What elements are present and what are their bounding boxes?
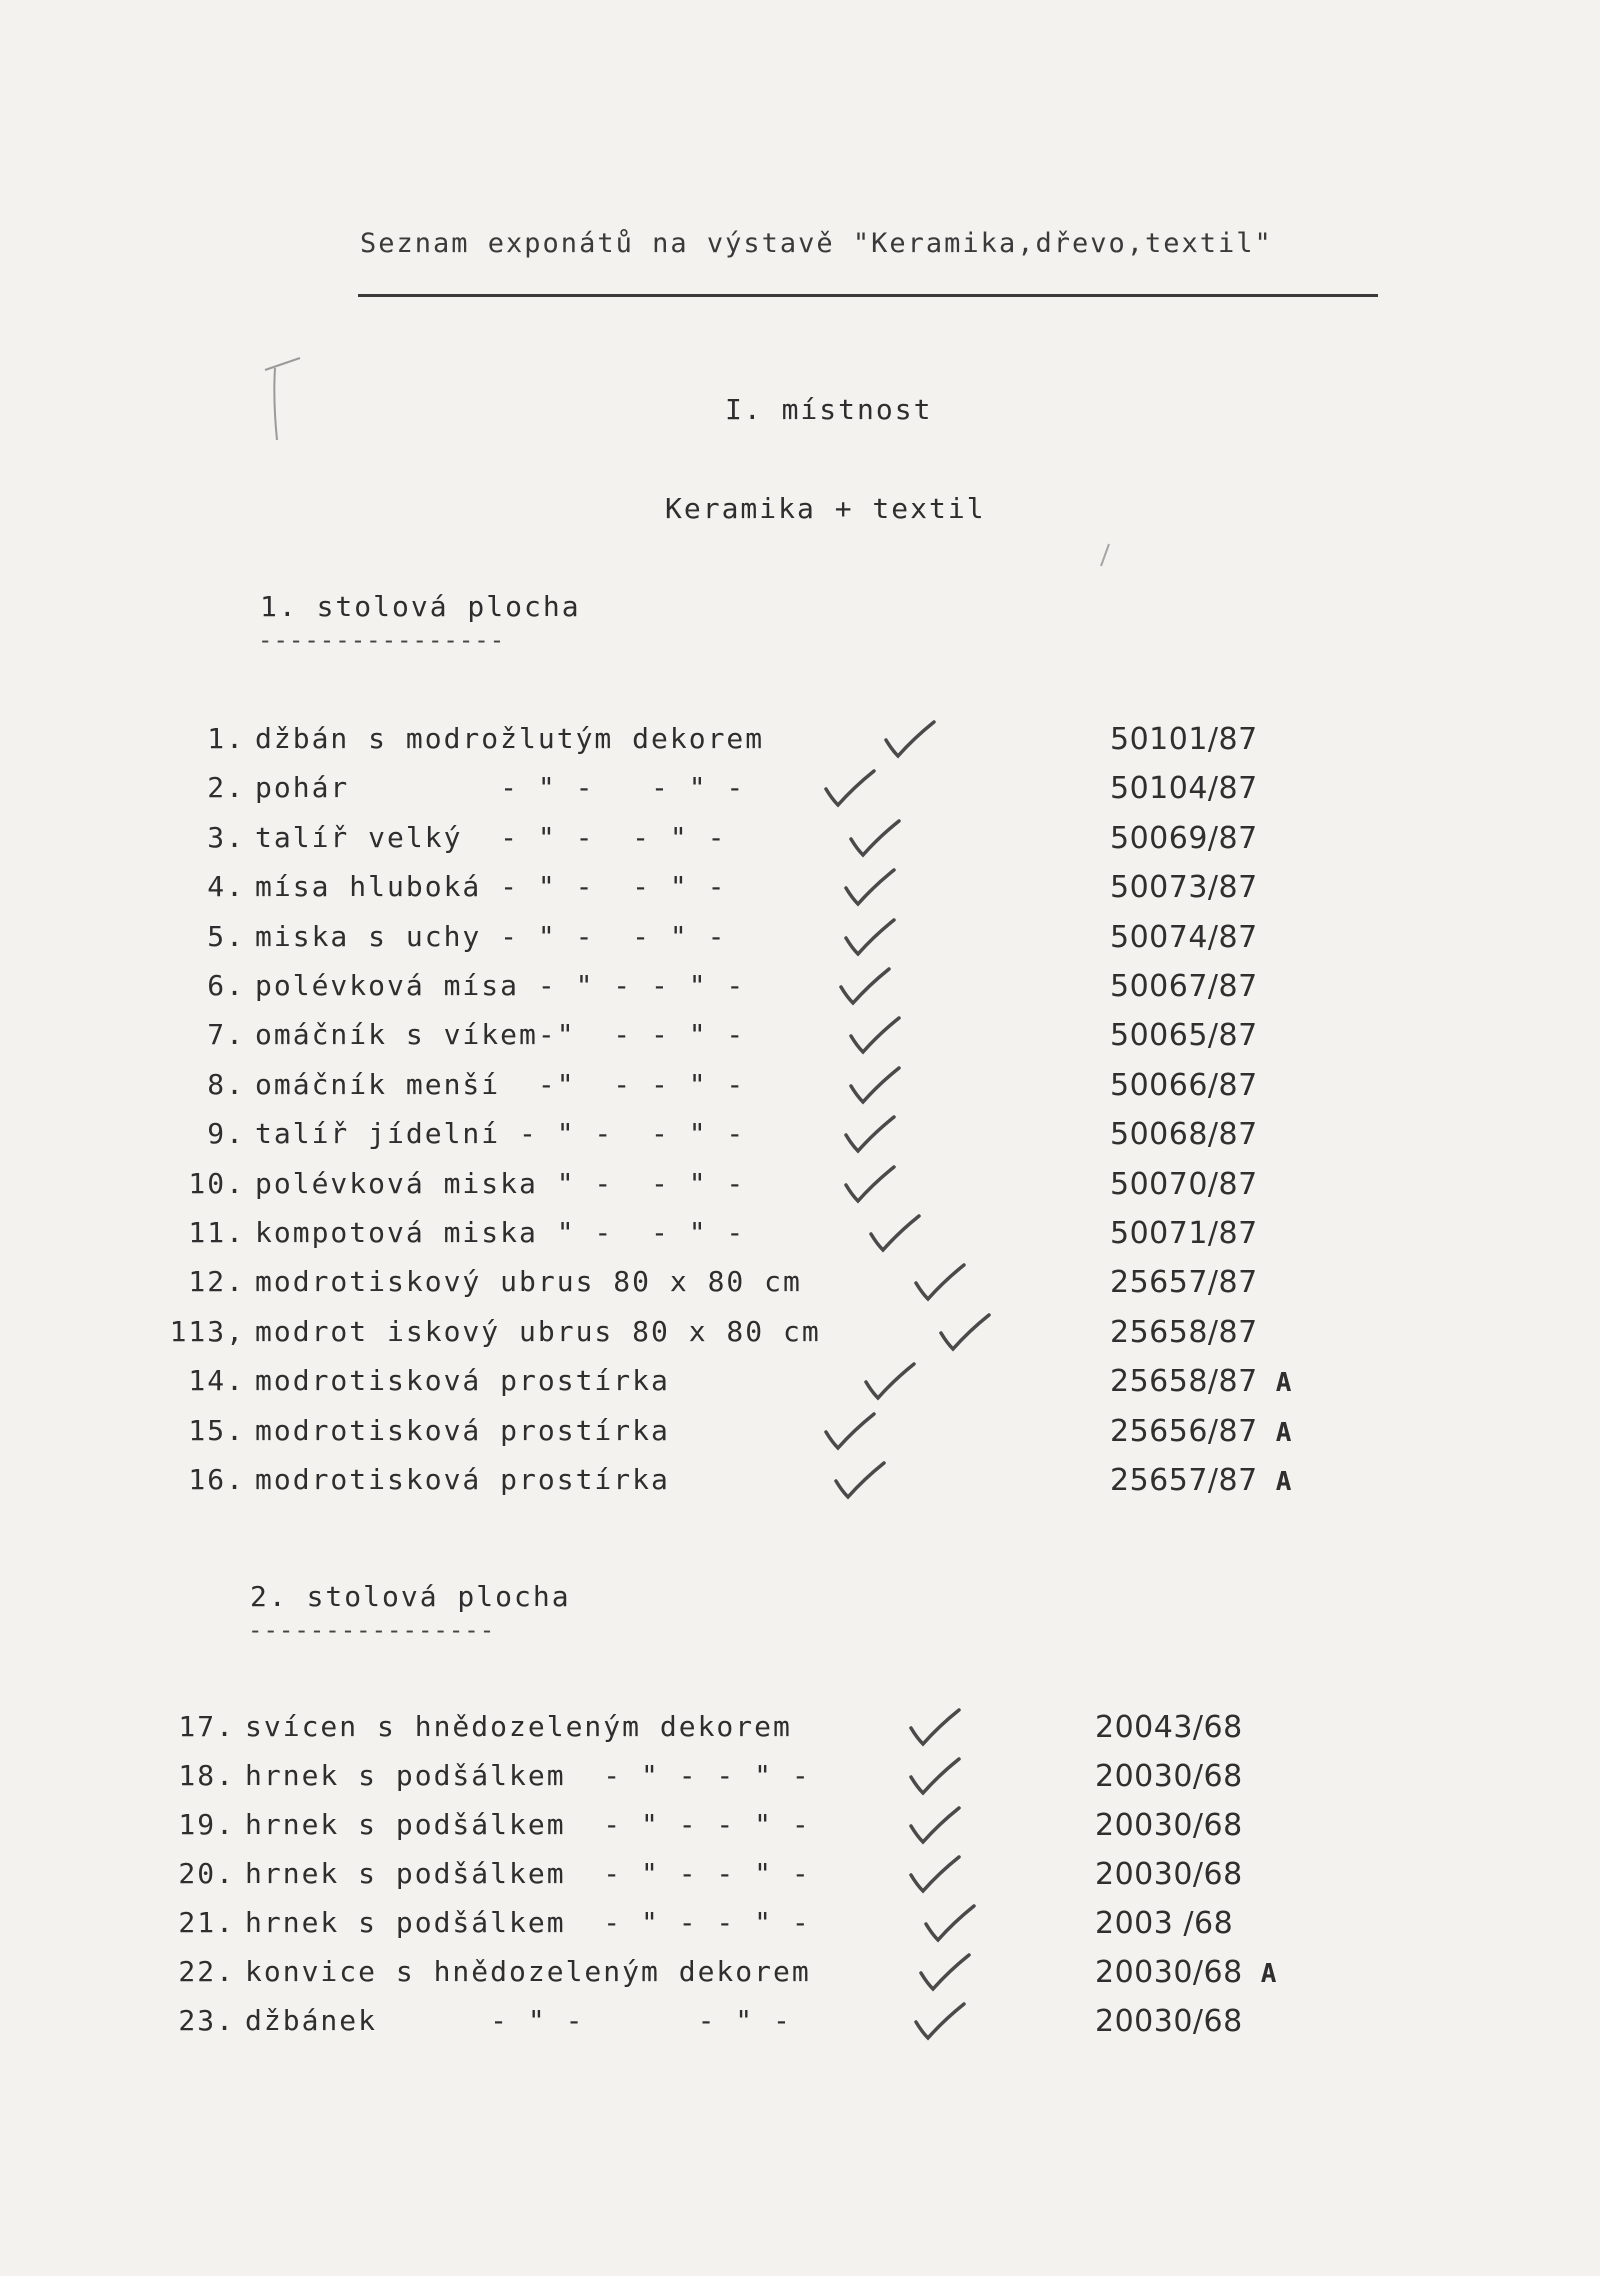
item-number: 19. xyxy=(178,1808,235,1841)
item-number: 10. xyxy=(188,1167,245,1200)
list-item xyxy=(175,1216,1275,1262)
pencil-check-icon xyxy=(865,1210,925,1256)
item-number: 22. xyxy=(178,1955,235,1988)
list-item xyxy=(175,1167,1275,1213)
inventory-number xyxy=(1110,1018,1276,1053)
inventory-number-text: 20030/68 xyxy=(1095,1955,1243,1990)
inventory-suffix: A xyxy=(1275,1368,1292,1398)
pencil-check-icon xyxy=(905,1753,965,1799)
pencil-check-icon xyxy=(905,1851,965,1897)
inventory-number-text: 50070/87 xyxy=(1110,1167,1258,1202)
pencil-check-icon xyxy=(840,1111,900,1157)
section-underline: ---------------- xyxy=(258,626,506,654)
item-description: miska s uchy - " - - " - xyxy=(255,920,727,953)
item-number: 7. xyxy=(207,1018,245,1051)
item-description: hrnek s podšálkem - " - - " - xyxy=(245,1906,811,1939)
item-description: modrotiskový ubrus 80 x 80 cm xyxy=(255,1265,802,1298)
pencil-check-icon xyxy=(830,1457,890,1503)
inventory-number-text: 20030/68 xyxy=(1095,2004,1243,2039)
item-number: 18. xyxy=(178,1759,235,1792)
category-heading: Keramika + textil xyxy=(665,492,986,525)
item-description: hrnek s podšálkem - " - - " - xyxy=(245,1759,811,1792)
item-description: džbánek - " - - " - xyxy=(245,2004,792,2037)
pencil-check-icon xyxy=(910,1998,970,2044)
list-item xyxy=(165,1857,1265,1903)
inventory-number-text: 50069/87 xyxy=(1110,821,1258,856)
inventory-number xyxy=(1110,1216,1276,1251)
inventory-number-text: 50073/87 xyxy=(1110,870,1258,905)
inventory-number-text: 50071/87 xyxy=(1110,1216,1258,1251)
item-description: pohár - " - - " - xyxy=(255,771,746,804)
inventory-number xyxy=(1110,771,1276,806)
inventory-number-text: 50074/87 xyxy=(1110,920,1258,955)
item-number: 9. xyxy=(207,1117,245,1150)
inventory-number-text: 50066/87 xyxy=(1110,1068,1258,1103)
item-description: talíř jídelní - " - - " - xyxy=(255,1117,746,1150)
pencil-check-icon xyxy=(840,864,900,910)
list-item xyxy=(175,1414,1292,1460)
item-number: 15. xyxy=(188,1414,245,1447)
inventory-number-text: 25658/87 xyxy=(1110,1315,1258,1350)
inventory-number xyxy=(1095,1955,1277,1990)
pencil-check-icon xyxy=(915,1949,975,1995)
item-number: 5. xyxy=(207,920,245,953)
item-description: talíř velký - " - - " - xyxy=(255,821,727,854)
list-item xyxy=(175,821,1275,867)
list-item xyxy=(175,870,1275,916)
item-description: polévková miska " - - " - xyxy=(255,1167,746,1200)
list-item xyxy=(165,1808,1265,1854)
item-number: 20. xyxy=(178,1857,235,1890)
section-heading: 1. stolová plocha xyxy=(260,590,581,623)
pencil-check-icon xyxy=(910,1259,970,1305)
list-item xyxy=(175,1018,1275,1064)
section-underline: ---------------- xyxy=(248,1616,496,1644)
inventory-number xyxy=(1110,1364,1292,1399)
item-number: 21. xyxy=(178,1906,235,1939)
list-item xyxy=(165,1955,1277,2001)
item-description: džbán s modrožlutým dekorem xyxy=(255,722,765,755)
document-title: Seznam exponátů na výstavě "Keramika,dřevo,textil" xyxy=(360,228,1273,259)
item-description: mísa hluboká - " - - " - xyxy=(255,870,727,903)
item-number: 113, xyxy=(169,1315,245,1348)
item-number: 23. xyxy=(178,2004,235,2037)
inventory-suffix: A xyxy=(1275,1467,1292,1497)
item-number: 14. xyxy=(188,1364,245,1397)
inventory-number xyxy=(1110,722,1276,757)
item-number: 2. xyxy=(207,771,245,804)
inventory-suffix: A xyxy=(1260,1959,1277,1989)
inventory-number-text: 50101/87 xyxy=(1110,722,1258,757)
item-description: hrnek s podšálkem - " - - " - xyxy=(245,1857,811,1890)
item-description: kompotová miska " - - " - xyxy=(255,1216,746,1249)
pencil-check-icon xyxy=(845,815,905,861)
list-item xyxy=(175,1463,1292,1509)
inventory-number-text: 50067/87 xyxy=(1110,969,1258,1004)
item-description: modrotisková prostírka xyxy=(255,1414,670,1447)
inventory-number xyxy=(1110,821,1276,856)
title-underline xyxy=(358,294,1378,297)
item-number: 16. xyxy=(188,1463,245,1496)
list-item xyxy=(175,1068,1275,1114)
list-item xyxy=(165,1710,1265,1756)
inventory-number-text: 20030/68 xyxy=(1095,1808,1243,1843)
list-item xyxy=(175,920,1275,966)
inventory-number xyxy=(1095,2004,1261,2039)
item-number: 11. xyxy=(188,1216,245,1249)
item-number: 1. xyxy=(207,722,245,755)
list-item xyxy=(175,771,1275,817)
item-description: svícen s hnědozeleným dekorem xyxy=(245,1710,792,1743)
inventory-number-text: 25657/87 xyxy=(1110,1265,1258,1300)
inventory-number xyxy=(1095,1808,1261,1843)
item-number: 6. xyxy=(207,969,245,1002)
inventory-number-text: 50104/87 xyxy=(1110,771,1258,806)
pencil-check-icon xyxy=(905,1802,965,1848)
list-item xyxy=(175,969,1275,1015)
inventory-number xyxy=(1095,1710,1261,1745)
inventory-number xyxy=(1110,1463,1292,1498)
inventory-number-text: 20030/68 xyxy=(1095,1857,1243,1892)
item-description: modrot iskový ubrus 80 x 80 cm xyxy=(255,1315,821,1348)
inventory-number xyxy=(1110,1315,1276,1350)
list-item xyxy=(175,722,1275,768)
item-description: polévková mísa - " - - " - xyxy=(255,969,746,1002)
inventory-number xyxy=(1110,1265,1276,1300)
inventory-number xyxy=(1110,920,1276,955)
inventory-number-text: 25658/87 xyxy=(1110,1364,1258,1399)
list-item xyxy=(175,1117,1275,1163)
list-item xyxy=(175,1265,1275,1311)
list-item xyxy=(175,1364,1292,1410)
inventory-number xyxy=(1110,1117,1276,1152)
pencil-check-icon xyxy=(835,963,895,1009)
inventory-number xyxy=(1095,1759,1261,1794)
inventory-number xyxy=(1095,1857,1261,1892)
item-description: modrotisková prostírka xyxy=(255,1463,670,1496)
inventory-number-text: 2003 /68 xyxy=(1095,1906,1234,1941)
pencil-check-icon xyxy=(845,1062,905,1108)
pencil-mark-icon xyxy=(255,340,315,450)
room-heading: I. místnost xyxy=(725,393,933,426)
inventory-number xyxy=(1095,1906,1251,1941)
item-description: modrotisková prostírka xyxy=(255,1364,670,1397)
inventory-number xyxy=(1110,1167,1276,1202)
item-number: 4. xyxy=(207,870,245,903)
item-number: 12. xyxy=(188,1265,245,1298)
inventory-number-text: 20030/68 xyxy=(1095,1759,1243,1794)
inventory-number xyxy=(1110,1068,1276,1103)
item-description: omáčník s víkem-" - - " - xyxy=(255,1018,746,1051)
pencil-check-icon xyxy=(820,765,880,811)
inventory-number xyxy=(1110,870,1276,905)
inventory-number xyxy=(1110,969,1276,1004)
item-number: 8. xyxy=(207,1068,245,1101)
pencil-check-icon xyxy=(880,716,940,762)
pencil-check-icon xyxy=(935,1309,995,1355)
pencil-check-icon xyxy=(840,914,900,960)
pencil-check-icon xyxy=(845,1012,905,1058)
pencil-check-icon xyxy=(905,1704,965,1750)
pencil-check-icon xyxy=(820,1408,880,1454)
inventory-suffix: A xyxy=(1275,1418,1292,1448)
list-item xyxy=(165,1906,1265,1952)
list-item xyxy=(165,2004,1265,2050)
section-heading: 2. stolová plocha xyxy=(250,1580,571,1613)
inventory-number-text: 25656/87 xyxy=(1110,1414,1258,1449)
pencil-tick-icon xyxy=(1095,540,1115,570)
inventory-number-text: 20043/68 xyxy=(1095,1710,1243,1745)
pencil-check-icon xyxy=(920,1900,980,1946)
inventory-number-text: 50065/87 xyxy=(1110,1018,1258,1053)
pencil-check-icon xyxy=(860,1358,920,1404)
pencil-check-icon xyxy=(840,1161,900,1207)
inventory-number-text: 25657/87 xyxy=(1110,1463,1258,1498)
list-item xyxy=(169,1315,1275,1361)
item-description: omáčník menší -" - - " - xyxy=(255,1068,746,1101)
item-description: konvice s hnědozeleným dekorem xyxy=(245,1955,811,1988)
list-item xyxy=(165,1759,1265,1805)
item-number: 3. xyxy=(207,821,245,854)
item-description: hrnek s podšálkem - " - - " - xyxy=(245,1808,811,1841)
inventory-number xyxy=(1110,1414,1292,1449)
item-number: 17. xyxy=(178,1710,235,1743)
inventory-number-text: 50068/87 xyxy=(1110,1117,1258,1152)
